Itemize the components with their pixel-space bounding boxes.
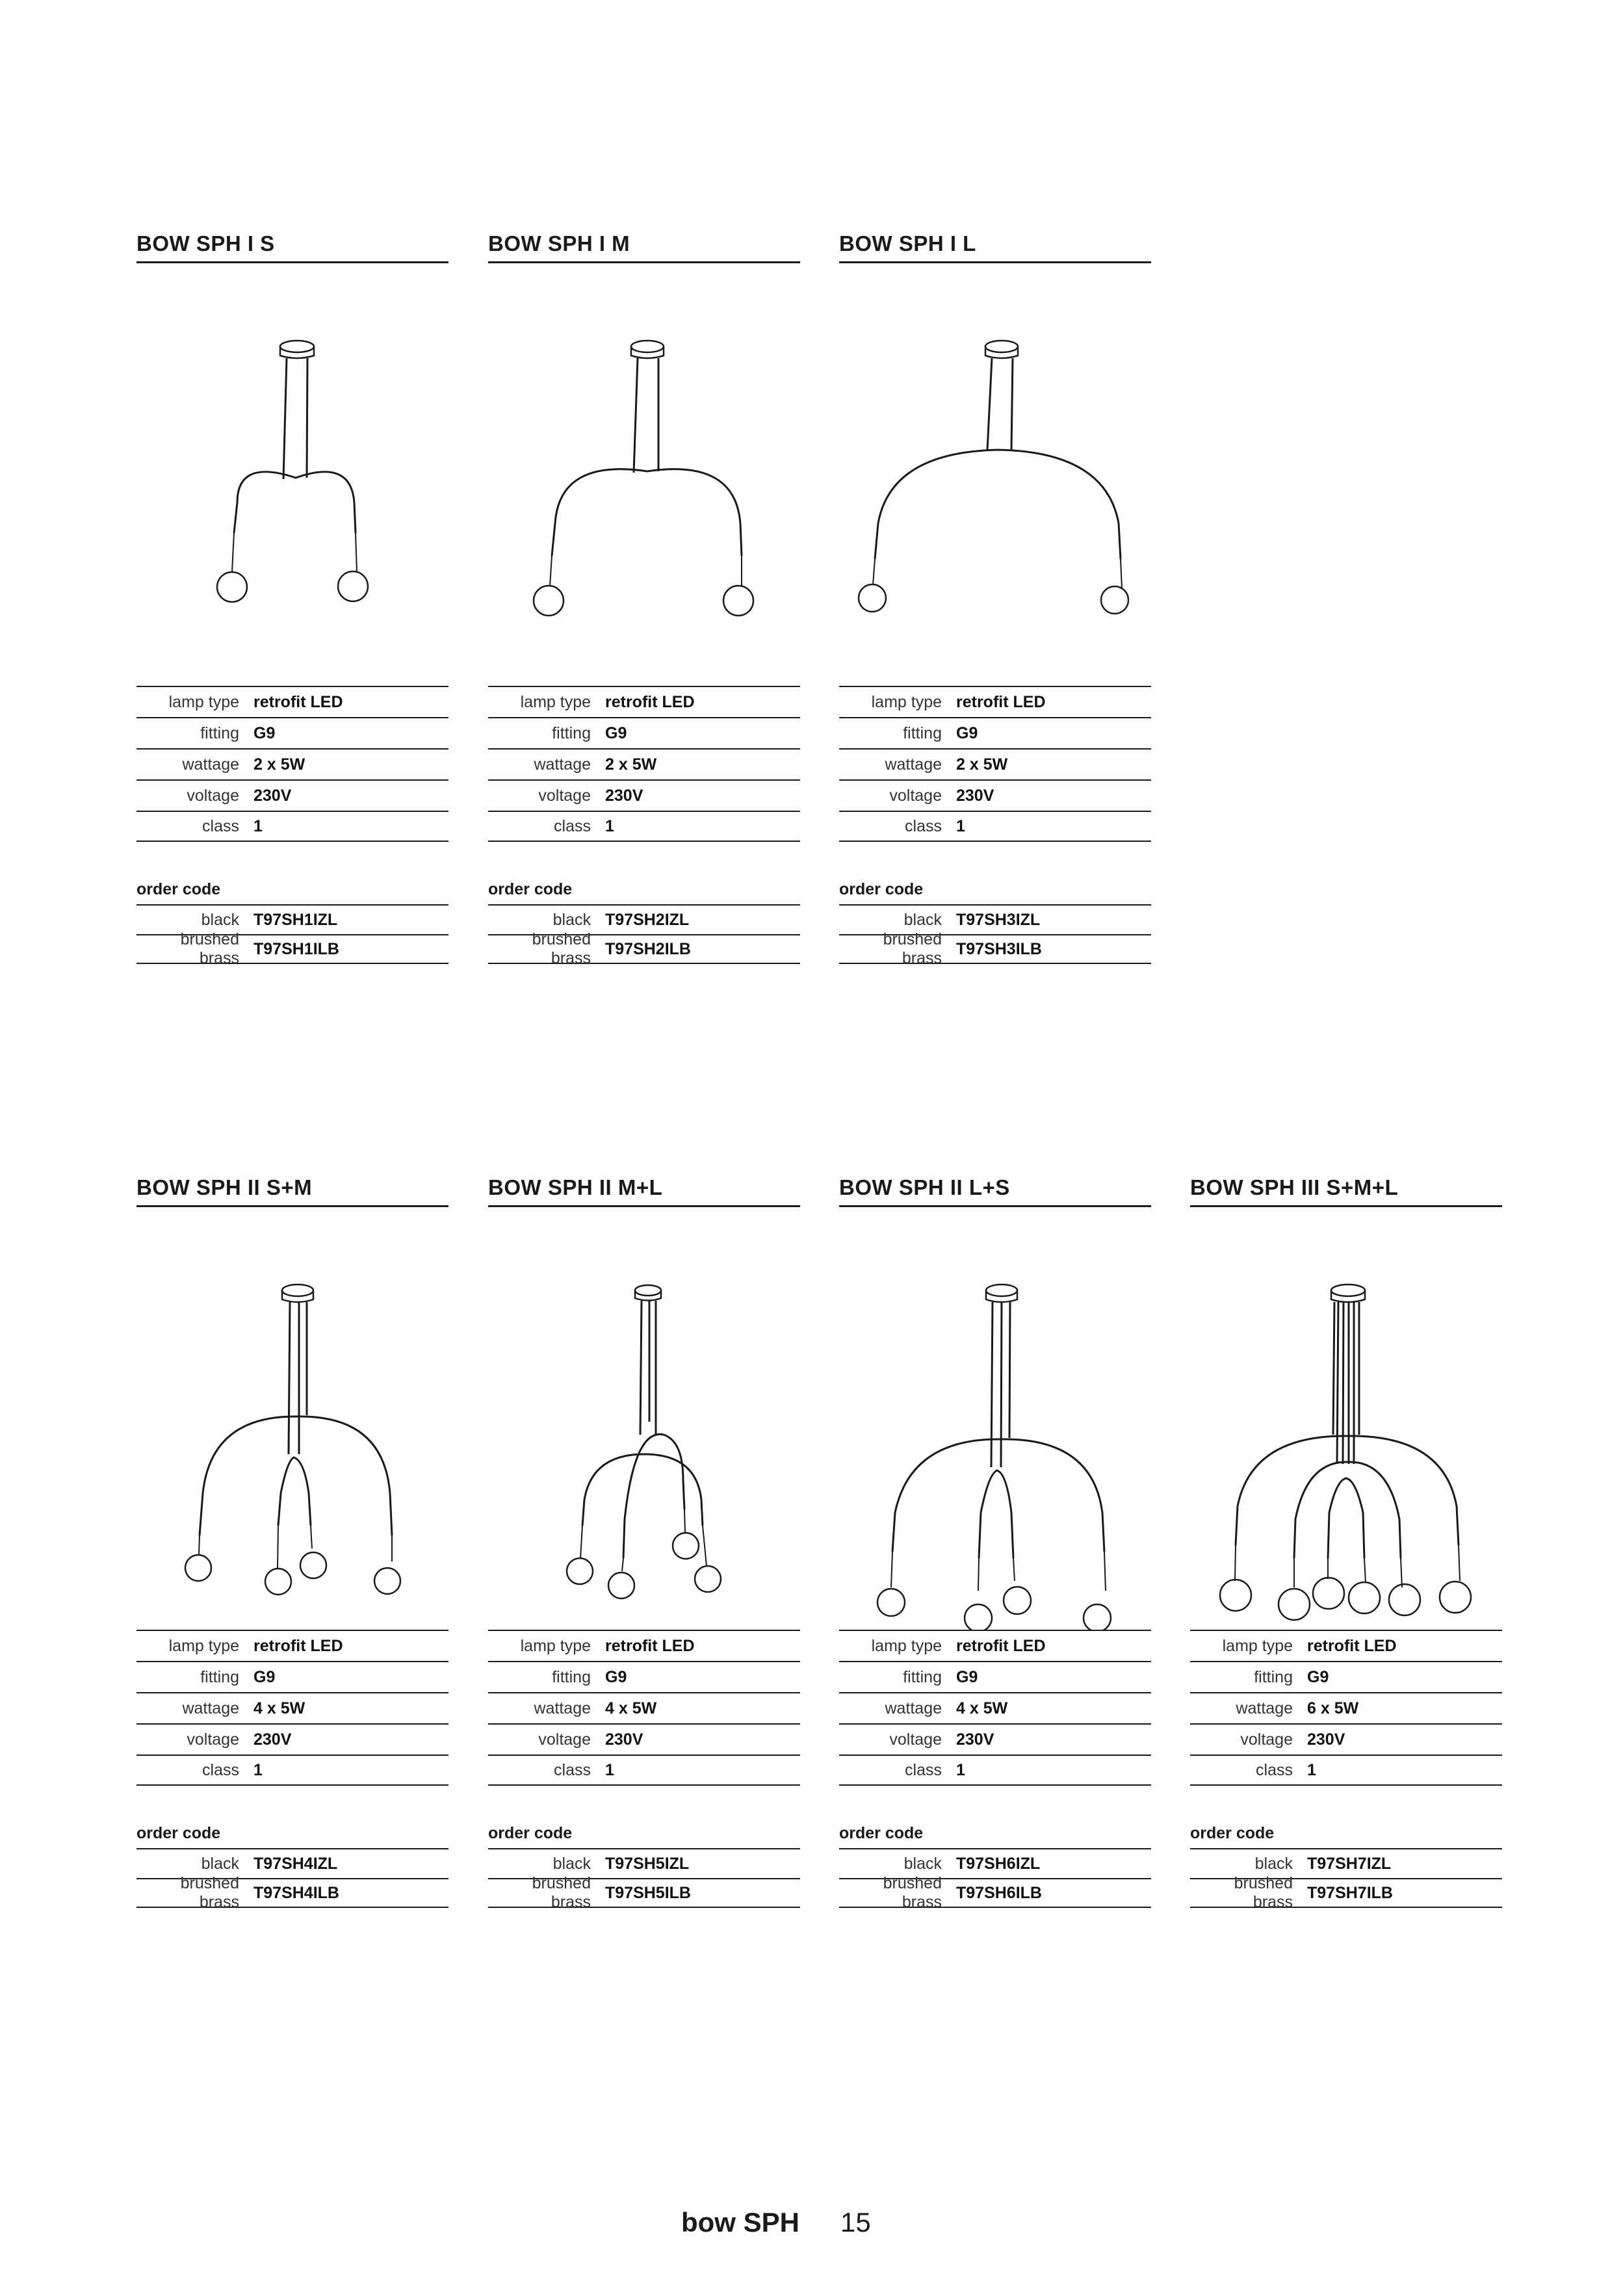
lamp-drawing bbox=[839, 1207, 1151, 1630]
spec-label: lamp type bbox=[168, 692, 239, 711]
spec-label: fitting bbox=[552, 1667, 591, 1686]
spec-value: 230V bbox=[253, 786, 292, 805]
spec-label: voltage bbox=[889, 1730, 942, 1749]
order-code-brass: T97SH1ILB bbox=[253, 939, 339, 958]
order-code-black: T97SH7IZL bbox=[1307, 1854, 1392, 1873]
spec-value: 230V bbox=[1307, 1730, 1345, 1749]
spec-value: 230V bbox=[956, 1730, 994, 1749]
order-code-title: order code bbox=[136, 1824, 221, 1842]
spec-value: 230V bbox=[956, 786, 994, 805]
spec-label: fitting bbox=[200, 1667, 239, 1686]
product-bow-sph-ii-s-m bbox=[136, 1168, 448, 1911]
order-code-title: order code bbox=[488, 1824, 573, 1842]
order-code-brass: T97SH2ILB bbox=[605, 939, 691, 958]
lamp-drawing bbox=[839, 263, 1151, 686]
lamp-drawing bbox=[136, 1207, 448, 1630]
spec-value: 1 bbox=[1307, 1760, 1316, 1779]
product-title: BOW SPH I M bbox=[488, 224, 800, 263]
spec-value: 2 x 5W bbox=[605, 755, 657, 774]
page-footer bbox=[0, 2207, 1623, 2246]
product-title: BOW SPH I S bbox=[136, 224, 448, 263]
order-label: brushed brass bbox=[180, 930, 239, 967]
spec-label: lamp type bbox=[520, 692, 591, 711]
spec-label: fitting bbox=[200, 724, 239, 742]
order-code-title: order code bbox=[488, 880, 573, 898]
product-title: BOW SPH II M+L bbox=[488, 1168, 800, 1207]
order-label: black bbox=[903, 910, 942, 929]
lamp-drawing bbox=[136, 263, 448, 686]
spec-value: 2 x 5W bbox=[253, 755, 305, 774]
spec-label: voltage bbox=[1240, 1730, 1293, 1749]
order-label: brushed brass bbox=[883, 930, 942, 967]
spec-value: G9 bbox=[253, 724, 276, 742]
product-bow-sph-ii-m-l bbox=[488, 1168, 800, 1911]
spec-label: class bbox=[202, 816, 239, 835]
spec-label: lamp type bbox=[1222, 1636, 1293, 1655]
spec-value: retrofit LED bbox=[956, 1636, 1046, 1655]
product-title: BOW SPH II S+M bbox=[136, 1168, 448, 1207]
order-code-brass: T97SH7ILB bbox=[1307, 1883, 1393, 1902]
order-code-black: T97SH6IZL bbox=[956, 1854, 1041, 1873]
order-label: black bbox=[903, 1854, 942, 1873]
spec-value: 4 x 5W bbox=[605, 1699, 657, 1717]
order-code-title: order code bbox=[1190, 1824, 1275, 1842]
spec-label: wattage bbox=[182, 755, 239, 774]
order-code-black: T97SH1IZL bbox=[253, 910, 338, 929]
order-label: black bbox=[1254, 1854, 1293, 1873]
spec-label: voltage bbox=[538, 786, 591, 805]
order-label: black bbox=[201, 910, 239, 929]
order-label: brushed brass bbox=[883, 1874, 942, 1911]
spec-value: 230V bbox=[605, 786, 643, 805]
spec-table bbox=[839, 686, 1151, 842]
spec-table bbox=[839, 1630, 1151, 1786]
order-label: brushed brass bbox=[1234, 1874, 1293, 1911]
spec-label: voltage bbox=[187, 786, 239, 805]
spec-value: 1 bbox=[253, 816, 263, 835]
spec-value: 230V bbox=[605, 1730, 643, 1749]
spec-label: fitting bbox=[1254, 1667, 1293, 1686]
order-label: brushed brass bbox=[532, 930, 591, 967]
product-bow-sph-iii-s-m-l bbox=[1190, 1168, 1502, 1911]
spec-value: 1 bbox=[956, 816, 965, 835]
order-label: brushed brass bbox=[180, 1874, 239, 1911]
spec-value: 230V bbox=[253, 1730, 292, 1749]
spec-label: fitting bbox=[903, 724, 942, 742]
spec-label: lamp type bbox=[520, 1636, 591, 1655]
spec-value: G9 bbox=[956, 1667, 978, 1686]
spec-value: retrofit LED bbox=[253, 692, 343, 711]
spec-label: class bbox=[905, 1760, 942, 1779]
spec-label: lamp type bbox=[168, 1636, 239, 1655]
spec-label: voltage bbox=[187, 1730, 239, 1749]
spec-label: wattage bbox=[885, 1699, 942, 1717]
spec-label: class bbox=[905, 816, 942, 835]
spec-table bbox=[488, 1630, 800, 1786]
spec-value: 1 bbox=[253, 1760, 263, 1779]
spec-value: 4 x 5W bbox=[956, 1699, 1008, 1717]
spec-value: retrofit LED bbox=[956, 692, 1046, 711]
product-title: BOW SPH II L+S bbox=[839, 1168, 1151, 1207]
spec-value: retrofit LED bbox=[605, 692, 695, 711]
order-code-black: T97SH4IZL bbox=[253, 1854, 338, 1873]
spec-value: G9 bbox=[956, 724, 978, 742]
spec-table bbox=[488, 686, 800, 842]
spec-label: class bbox=[554, 1760, 591, 1779]
spec-label: class bbox=[1256, 1760, 1293, 1779]
order-code-brass: T97SH4ILB bbox=[253, 1883, 339, 1902]
order-code-title: order code bbox=[839, 880, 924, 898]
spec-value: 1 bbox=[605, 816, 614, 835]
order-code-black: T97SH5IZL bbox=[605, 1854, 690, 1873]
spec-value: retrofit LED bbox=[1307, 1636, 1397, 1655]
order-label: black bbox=[552, 910, 591, 929]
spec-value: G9 bbox=[253, 1667, 276, 1686]
spec-label: fitting bbox=[552, 724, 591, 742]
order-code-brass: T97SH5ILB bbox=[605, 1883, 691, 1902]
spec-value: G9 bbox=[1307, 1667, 1329, 1686]
order-code-black: T97SH2IZL bbox=[605, 910, 690, 929]
spec-label: voltage bbox=[538, 1730, 591, 1749]
spec-value: retrofit LED bbox=[253, 1636, 343, 1655]
spec-label: voltage bbox=[889, 786, 942, 805]
product-bow-sph-ii-l-s bbox=[839, 1168, 1151, 1911]
spec-label: fitting bbox=[903, 1667, 942, 1686]
product-title: BOW SPH III S+M+L bbox=[1190, 1168, 1502, 1207]
order-code-brass: T97SH3ILB bbox=[956, 939, 1042, 958]
spec-value: 1 bbox=[605, 1760, 614, 1779]
product-bow-sph-i-s bbox=[136, 224, 448, 967]
spec-table bbox=[136, 1630, 448, 1786]
spec-value: G9 bbox=[605, 724, 627, 742]
spec-value: retrofit LED bbox=[605, 1636, 695, 1655]
order-code-black: T97SH3IZL bbox=[956, 910, 1041, 929]
spec-value: 4 x 5W bbox=[253, 1699, 305, 1717]
order-code-title: order code bbox=[136, 880, 221, 898]
product-bow-sph-i-m bbox=[488, 224, 800, 967]
lamp-drawing bbox=[488, 263, 800, 686]
spec-label: lamp type bbox=[871, 692, 942, 711]
order-code-brass: T97SH6ILB bbox=[956, 1883, 1042, 1902]
product-bow-sph-i-l bbox=[839, 224, 1151, 967]
order-label: brushed brass bbox=[532, 1874, 591, 1911]
spec-table bbox=[1190, 1630, 1502, 1786]
order-label: black bbox=[552, 1854, 591, 1873]
lamp-drawing bbox=[488, 1207, 800, 1630]
spec-label: wattage bbox=[534, 1699, 591, 1717]
spec-value: G9 bbox=[605, 1667, 627, 1686]
spec-label: class bbox=[554, 816, 591, 835]
page-number: 15 bbox=[840, 2207, 871, 2237]
lamp-drawing bbox=[1190, 1207, 1502, 1630]
spec-value: 6 x 5W bbox=[1307, 1699, 1359, 1717]
spec-value: 2 x 5W bbox=[956, 755, 1008, 774]
spec-label: wattage bbox=[534, 755, 591, 774]
spec-label: lamp type bbox=[871, 1636, 942, 1655]
product-title: BOW SPH I L bbox=[839, 224, 1151, 263]
order-code-title: order code bbox=[839, 1824, 924, 1842]
spec-label: wattage bbox=[885, 755, 942, 774]
order-label: black bbox=[201, 1854, 239, 1873]
spec-label: class bbox=[202, 1760, 239, 1779]
spec-table bbox=[136, 686, 448, 842]
spec-value: 1 bbox=[956, 1760, 965, 1779]
spec-label: wattage bbox=[1236, 1699, 1293, 1717]
footer-title: bow SPH bbox=[681, 2207, 799, 2237]
spec-label: wattage bbox=[182, 1699, 239, 1717]
